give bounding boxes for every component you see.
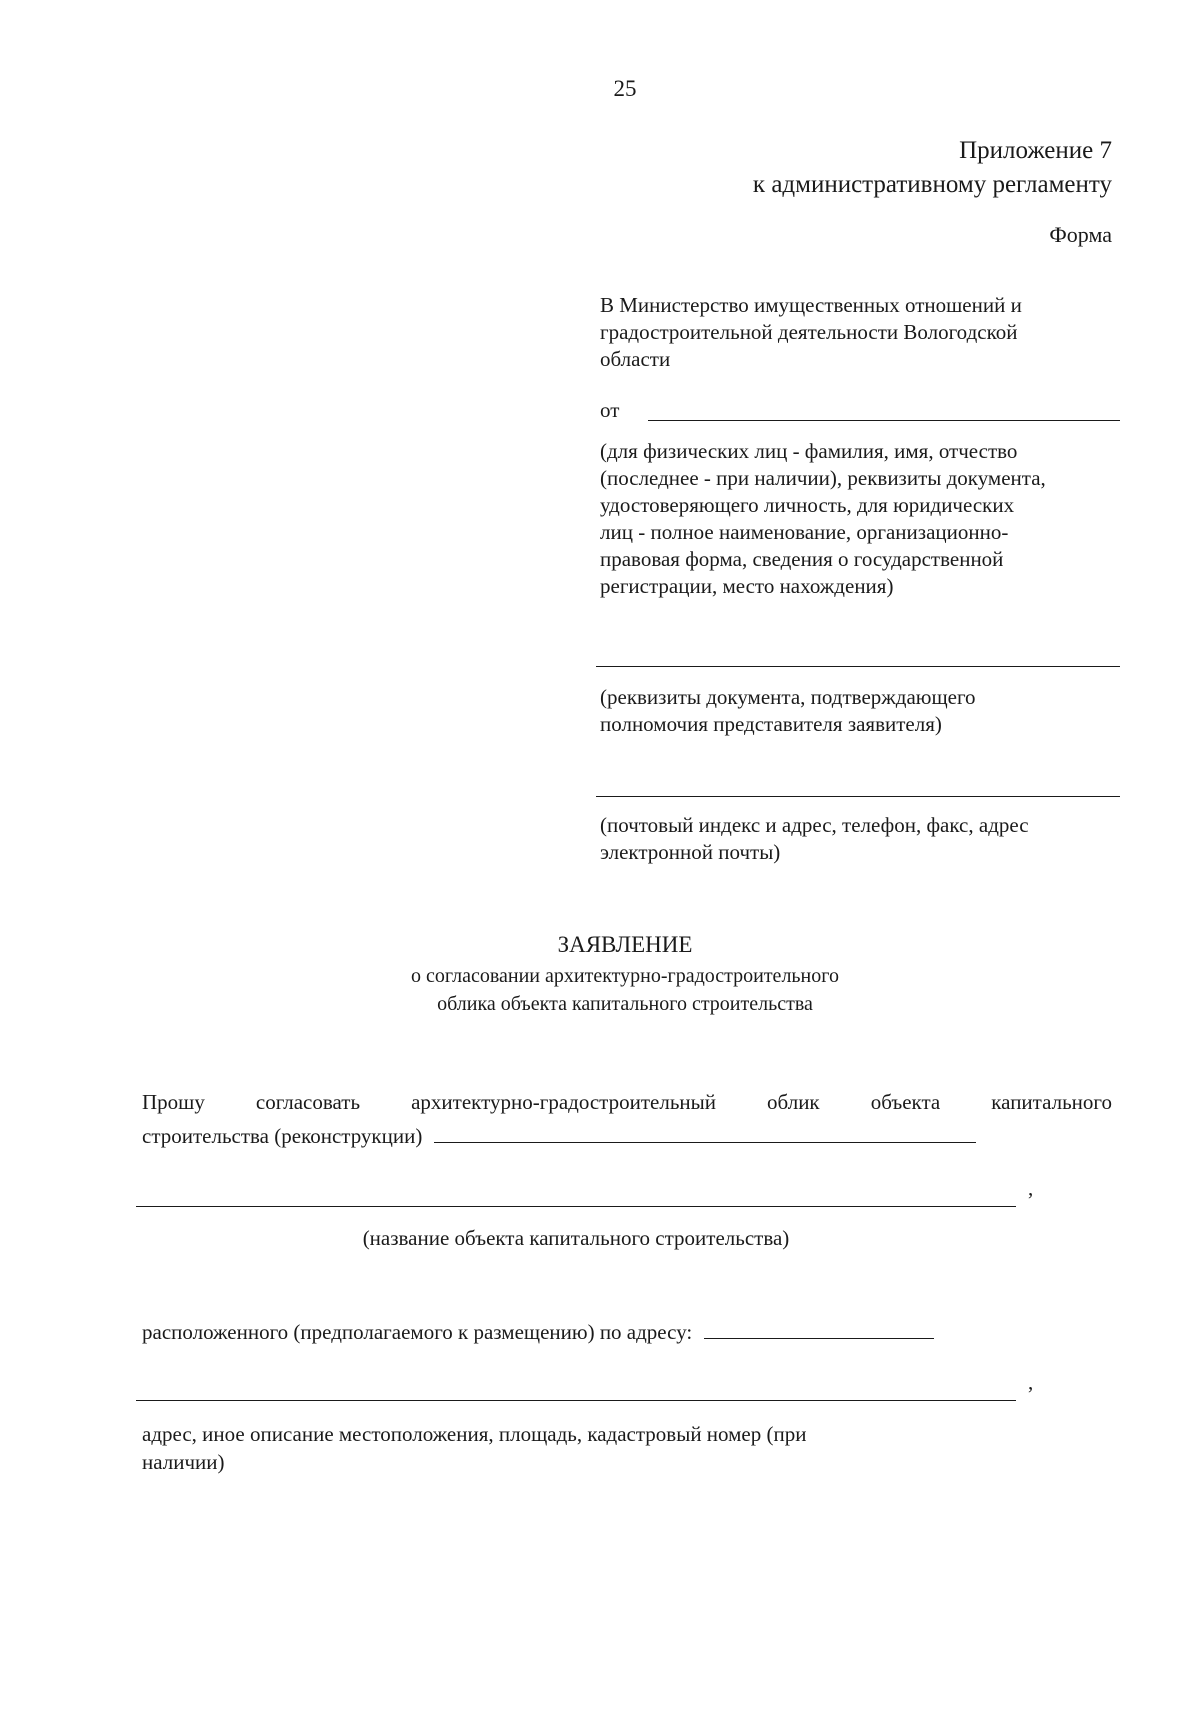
representative-hint bbox=[600, 684, 1120, 738]
location-caption-line-1: адрес, иное описание местоположения, площадь, кадастровый номер (при bbox=[142, 1422, 807, 1446]
form-label: Форма bbox=[1049, 222, 1112, 247]
applicant-hint-line-2: (последнее - при наличии), реквизиты документа, bbox=[600, 466, 1046, 490]
location-text: расположенного (предполагаемого к размещению) по адресу: bbox=[142, 1320, 693, 1344]
request-word: объекта bbox=[870, 1090, 941, 1114]
document-subtitle bbox=[0, 962, 1200, 1018]
object-caption: (название объекта капитального строительства) bbox=[362, 1226, 790, 1250]
applicant-hint-line-4: лиц - полное наименование, организационно- bbox=[600, 520, 1009, 544]
contact-hint bbox=[600, 812, 1120, 866]
object-name-field-continued[interactable] bbox=[136, 1206, 1016, 1207]
document-title: ЗАЯВЛЕНИЕ bbox=[557, 932, 693, 957]
appendix-line-1: Приложение 7 bbox=[959, 137, 1112, 164]
request-word: капитального bbox=[991, 1090, 1112, 1114]
appendix-line-2: к административному регламенту bbox=[752, 171, 1112, 198]
comma-mark: , bbox=[1028, 1176, 1034, 1200]
applicant-hint-line-5: правовая форма, сведения о государственной bbox=[600, 547, 1004, 571]
addressee-line-1: В Министерство имущественных отношений и bbox=[600, 293, 1022, 317]
request-word: архитектурно-градостроительный bbox=[411, 1090, 716, 1114]
subtitle-line-1: о согласовании архитектурно-градостроительного bbox=[411, 965, 839, 987]
request-line-1 bbox=[142, 1090, 1112, 1115]
from-label: от bbox=[600, 398, 620, 422]
object-name-field[interactable] bbox=[434, 1124, 976, 1143]
location-line-1 bbox=[142, 1320, 1112, 1345]
request-line-2-text: строительства (реконструкции) bbox=[142, 1124, 423, 1148]
contact-details-field[interactable] bbox=[596, 796, 1120, 797]
applicant-hint-line-3: удостоверяющего личность, для юридических bbox=[600, 493, 1015, 517]
location-caption-line-2: наличии) bbox=[142, 1450, 225, 1474]
applicant-name-field[interactable] bbox=[648, 420, 1120, 421]
applicant-hint-line-1: (для физических лиц - фамилия, имя, отчество bbox=[600, 439, 1018, 463]
request-word: облик bbox=[767, 1090, 820, 1114]
page-number: 25 bbox=[613, 76, 637, 101]
request-word: Прошу bbox=[142, 1090, 205, 1114]
subtitle-line-2: облика объекта капитального строительства bbox=[437, 993, 813, 1015]
from-row bbox=[600, 398, 1120, 423]
address-field-continued[interactable] bbox=[136, 1400, 1016, 1401]
addressee-line-3: области bbox=[600, 347, 671, 371]
location-caption bbox=[142, 1420, 1112, 1476]
contact-hint-line-2: электронной почты) bbox=[600, 840, 781, 864]
contact-hint-line-1: (почтовый индекс и адрес, телефон, факс, адрес bbox=[600, 813, 1029, 837]
addressee-block bbox=[600, 292, 1120, 373]
representative-document-field[interactable] bbox=[596, 666, 1120, 667]
applicant-hint-line-6: регистрации, место нахождения) bbox=[600, 574, 894, 598]
appendix-heading bbox=[753, 134, 1112, 202]
applicant-hint bbox=[600, 438, 1120, 600]
request-word: согласовать bbox=[255, 1090, 361, 1114]
addressee-line-2: градостроительной деятельности Вологодской bbox=[600, 320, 1018, 344]
request-line-2 bbox=[142, 1124, 1112, 1149]
representative-hint-line-2: полномочия представителя заявителя) bbox=[600, 712, 942, 736]
address-field[interactable] bbox=[704, 1320, 934, 1339]
representative-hint-line-1: (реквизиты документа, подтверждающего bbox=[600, 685, 976, 709]
comma-mark: , bbox=[1028, 1370, 1034, 1394]
